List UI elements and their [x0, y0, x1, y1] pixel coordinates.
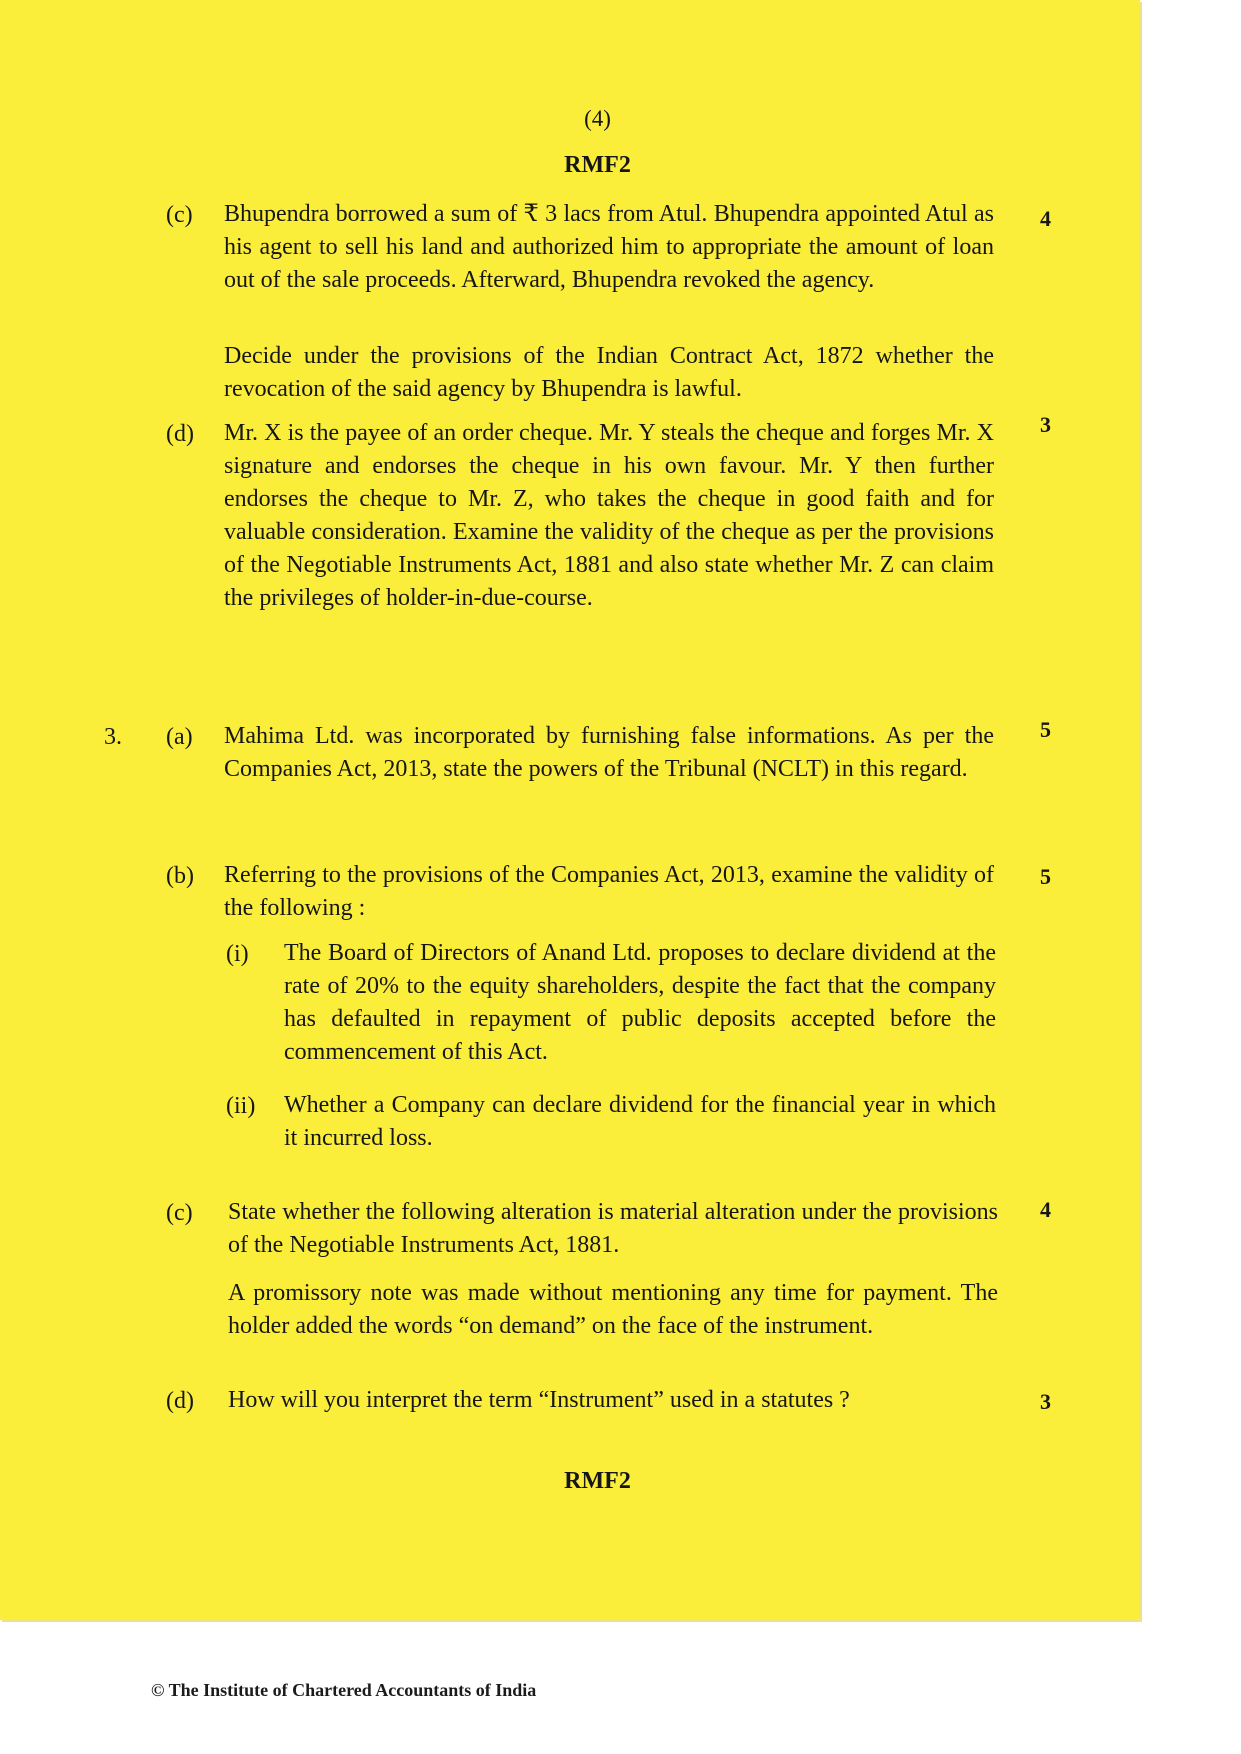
q2c-label: (c) [166, 202, 193, 228]
q3b-label: (b) [166, 863, 194, 889]
q3d-label: (d) [166, 1388, 194, 1414]
q2c-question: Decide under the provisions of the Indian Contract Act, 1872 whether the revocation of the said agency by Bhupendra is lawful. [224, 343, 994, 402]
q3d-text: How will you interpret the term “Instrument” used in a statutes ? [228, 1387, 850, 1413]
copyright-notice: © The Institute of Chartered Accountants of India [151, 1680, 537, 1700]
q3a-text: Mahima Ltd. was incorporated by furnishing false informations. As per the Companies Act, 2013, state the powers of the Tribunal (NCLT) in this regard. [224, 723, 994, 782]
q3-number: 3. [104, 724, 122, 750]
q3d-marks: 3 [1040, 1389, 1051, 1414]
q3a-label: (a) [166, 724, 193, 750]
page-number: (4) [584, 106, 611, 131]
q3b-ii-text: Whether a Company can declare dividend for the financial year in which it incurred loss. [284, 1092, 996, 1151]
q3c-label: (c) [166, 1200, 193, 1226]
paper-code-footer: RMF2 [564, 1468, 631, 1494]
q2d-label: (d) [166, 421, 194, 447]
q3c-marks: 4 [1040, 1197, 1051, 1222]
q3c-text: State whether the following alteration is material alteration under the provisions of the Negotiable Instruments Act, 1881. [228, 1199, 998, 1258]
q3b-marks: 5 [1040, 864, 1051, 889]
q2d-text: Mr. X is the payee of an order cheque. Mr. Y steals the cheque and forges Mr. X signature and endorses the cheque in his own favour. Mr. Y then further endorses the cheque to Mr. Z, who takes the cheque in good faith and for valuable consideration. Examine the validity of the cheque as per the provisions of the Negotiable Instruments Act, 1881 and also state whether Mr. Z can claim the privileges of holder-in-due-course. [224, 420, 994, 611]
q3b-i-label: (i) [226, 941, 249, 967]
q2d-marks: 3 [1040, 412, 1051, 437]
q3a-marks: 5 [1040, 717, 1051, 742]
q3b-i-text: The Board of Directors of Anand Ltd. proposes to declare dividend at the rate of 20% to the equity shareholders, despite the fact that the company has defaulted in repayment of public deposits accepted before the commencement of this Act. [284, 940, 996, 1065]
q2c-marks: 4 [1040, 206, 1051, 231]
q3b-text: Referring to the provisions of the Companies Act, 2013, examine the validity of the following : [224, 862, 994, 921]
q3b-ii-label: (ii) [226, 1093, 256, 1119]
paper-code-header: RMF2 [564, 152, 631, 178]
q3c-case: A promissory note was made without mentioning any time for payment. The holder added the words “on demand” on the face of the instrument. [228, 1280, 998, 1339]
q2c-text: Bhupendra borrowed a sum of ₹ 3 lacs from Atul. Bhupendra appointed Atul as his agent to sell his land and authorized him to appropriate the amount of loan out of the sale proceeds. Afterward, Bhupendra revoked the agency. [224, 201, 994, 293]
